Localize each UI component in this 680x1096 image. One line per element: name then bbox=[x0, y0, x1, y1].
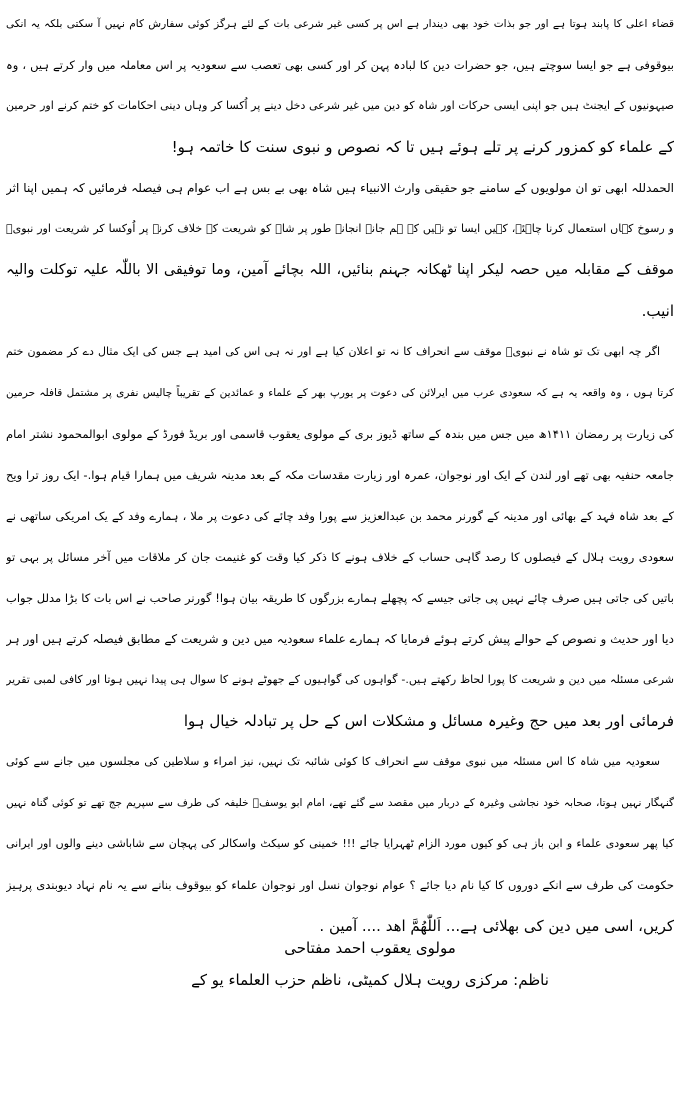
paragraph-4-line-1: سعودیہ میں شاہ کا اس مسئلہ میں نبوی موقف سے انحراف کا کوئی شائبہ تک نہیں، نیز امراء و سلاطین کی مجلسوں میں جانے سے کوئی bbox=[6, 755, 660, 768]
paragraph-3-line-8: دیا اور حدیث و نصوص کے حوالے پیش کرتے ہوئے فرمایا کہ ہمارے علماء سعودیہ میں دین و شریعت کے مطابق فیصلہ کرتے ہیں اور ہر bbox=[6, 632, 674, 646]
paragraph-2-line-2: و رسوخ کہاں استعمال کرنا چاہئے، کہیں ایسا تو نہیں کہ ہم جانے انجانے طور پر شاہ کو شریعت کے خلاف کرنے پر اُوکسا کر شریعت اور نبویؐ bbox=[6, 222, 674, 235]
paragraph-4-line-4: حکومت کی طرف سے انکے دوروں کا کیا نام دیا جائے ؟ عوام نوجوان نسل اور نوجوان علماء کو بیوقوف بنانے سے یہ نام نہاد دیوبندی پرہیز bbox=[6, 878, 674, 892]
paragraph-3-line-9: شرعی مسئلہ میں دین و شریعت کا پورا لحاظ رکھتے ہیں.- گواہوں کی گواہیوں کے جھوٹے ہونے کا سوال ہی پیدا نہیں ہوتا اور کافی لمبی تقریر bbox=[6, 673, 674, 686]
signature-title: ناظم: مرکزی رویت ہلال کمیٹی، ناظم حزب العلماء یو کے bbox=[191, 971, 549, 989]
paragraph-4-line-5: کریں، اسی میں دین کی بھلائی ہے... اَللّٰھُمَّ اھد .... آمین . bbox=[319, 917, 674, 935]
paragraph-4-line-3: کیا پھر سعودی علماء و ابن باز ہی کو کیوں مورد الزام ٹھہرایا جائے !!! خمینی کو سیکٹ واسکالر کی پہچان سے شاباشی دینے والوں اور ایرانی bbox=[6, 837, 674, 850]
paragraph-1-line-1: قضاء اعلی کا پابند ہوتا ہے اور جو بذات خود بھی دیندار ہے اس پر کسی غیر شرعی بات کے لئے ہرگز کوئی سفارش کام نہیں آ سکتی بلکہ یہ انکی bbox=[6, 18, 674, 30]
paragraph-3-line-7: باتیں کی جاتی ہیں صرف چائے نہیں پی جاتی جیسے کہ پچھلے ہمارے بزرگوں کا طریقہ بیان ہوا! گورنر صاحب نے اس بات کا بڑا مدلل جواب bbox=[6, 591, 674, 605]
signature-name: مولوی یعقوب احمد مفتاحی bbox=[284, 939, 456, 957]
paragraph-2-line-3: موقف کے مقابلہ میں حصہ لیکر اپنا ٹھکانہ جہنم بنائیں، اللہ بچائے آمین، وما توفیقی الا باللّٰہ علیہ توکلت والیہ bbox=[6, 262, 674, 278]
paragraph-1-line-4: کے علماء کو کمزور کرنے پر تلے ہوئے ہیں تا کہ نصوص و نبوی سنت کا خاتمہ ہو! bbox=[171, 138, 674, 156]
paragraph-3-line-1: اگر چہ ابھی تک تو شاہ نے نبویؐ موقف سے انحراف کا نہ تو اعلان کیا ہے اور نہ ہی اس کی امید ہے جس کی ایک مثال دے کر مضمون ختم bbox=[6, 345, 660, 358]
paragraph-2-line-4: انیب. bbox=[641, 302, 674, 320]
paragraph-3-line-5: کے بعد شاہ فہد کے بھائی اور مدینہ کے گورنر محمد بن عبدالعزیز سے پورا وفد چائے کی دعوت پر ملا ، ہمارے وفد کے یک امریکی ساتھی نے bbox=[6, 509, 674, 523]
paragraph-3-line-3: کی زیارت پر رمضان ۱۴۱۱ھ میں جس میں بندہ کے ساتھ ڈیوز بری کے مولوی یعقوب قاسمی اور بریڈ فورڈ کے مولوی ابوالمحمود نشتر امام bbox=[6, 427, 674, 441]
paragraph-1-line-3: صیہونیوں کے ایجنٹ ہیں جو اپنی ایسی حرکات اور شاہ کو دین میں غیر شرعی دخل دینے پر اُکسا کر وہاں دینی احکامات کو ختم کرنے اور حرمین bbox=[6, 99, 674, 112]
paragraph-2-line-1: الحمدللہ ابھی تو ان مولویوں کے سامنے جو حقیقی وارث الانبیاء ہیں شاہ بھی بے بس ہے اب عوام ہی فیصلہ فرمائیں کہ ہمیں اپنا اثر bbox=[6, 181, 674, 195]
paragraph-3-line-10: فرمائی اور بعد میں حج وغیرہ مسائل و مشکلات اس کے حل پر تبادلہ خیال ہوا bbox=[183, 712, 674, 730]
paragraph-4-line-2: گنہگار نہیں ہوتا، صحابہ خود نجاشی وغیرہ کے دربار میں مقصد سے گئے تھے، امام ابو یوسفؒ خلیفہ کی طرف سے سپریم جج تھے تو کوئی گناہ نہیں bbox=[6, 797, 674, 809]
paragraph-1-line-2: بیوقوفی ہے جو ایسا سوچتے ہیں، جو حضرات دین کا لبادہ پہن کر اور کسی بھی تعصب سے سعودیہ پر اس معاملہ میں وار کرتے ہیں ، وہ bbox=[6, 58, 674, 72]
paragraph-3-line-6: سعودی رویت ہلال کے فیصلوں کا رصد گاہی حساب کے خلاف ہونے کا ذکر کیا وقت کو غنیمت جان کر ملاقات میں آخر مسائل پر بہی تو bbox=[6, 550, 674, 564]
paragraph-3-line-2: کرتا ہوں ، وہ واقعہ یہ ہے کہ سعودی عرب میں ایرلائن کی دعوت پر یورپ بھر کے علماء و عمائدین کے تقریباً چالیس نفری پر مشتمل قافلہ حرمین bbox=[6, 387, 674, 399]
paragraph-3-line-4: جامعہ حنفیہ بھی تھے اور لندن کے ایک اور نوجوان، عمرہ اور زیارت مقدسات مکہ کے بعد مدینہ شریف میں ہمارا قیام ہوا.- ایک روز ترا ویح bbox=[6, 468, 674, 482]
